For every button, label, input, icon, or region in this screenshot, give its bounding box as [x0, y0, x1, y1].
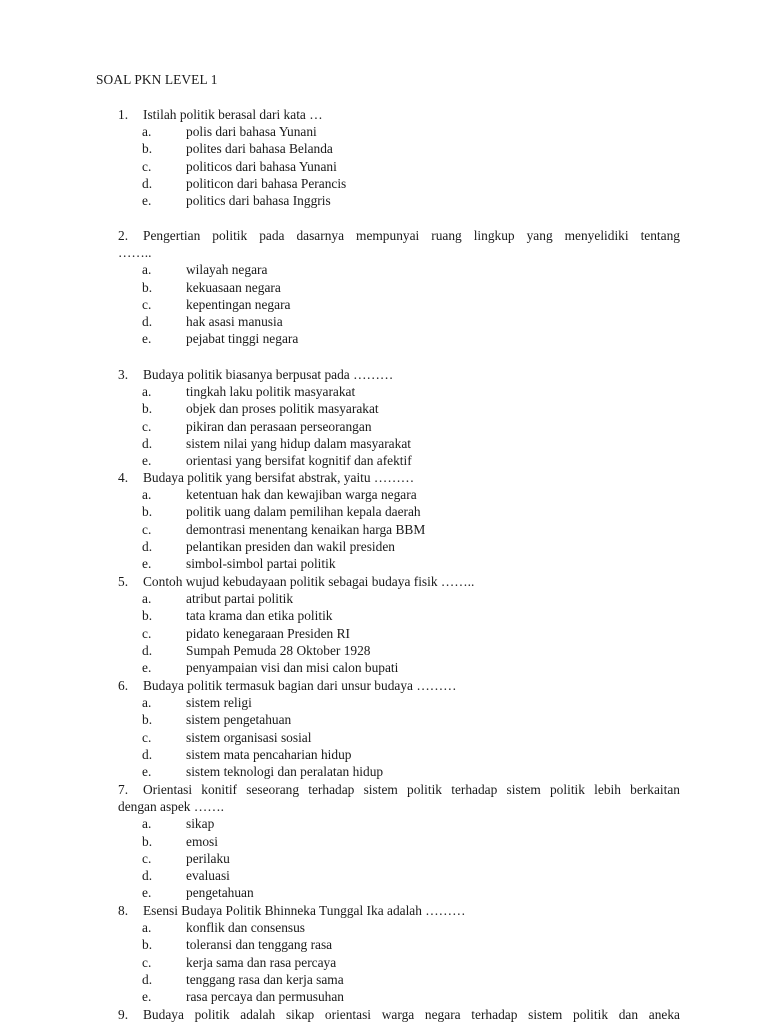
option-e [118, 192, 680, 209]
option-text: sistem religi [186, 695, 252, 711]
option-list [118, 261, 680, 347]
option-text: pejabat tinggi negara [186, 331, 299, 347]
question-text: Budaya politik termasuk bagian dari unsur budaya ……… [143, 678, 457, 693]
option-e [118, 884, 680, 901]
option-b [118, 833, 680, 850]
question-head [118, 227, 680, 244]
option-b [118, 711, 680, 728]
option-list [118, 919, 680, 1005]
option-text: sikap [186, 816, 215, 832]
question-number: 8. [118, 903, 129, 918]
option-e [118, 988, 680, 1005]
option-letter: b. [142, 504, 153, 520]
option-text: simbol-simbol partai politik [186, 556, 336, 572]
option-list [118, 694, 680, 780]
option-letter: e. [142, 660, 152, 676]
option-a [118, 486, 680, 503]
option-text: politik uang dalam pemilihan kepala daerah [186, 504, 421, 520]
option-c [118, 521, 680, 538]
option-letter: a. [142, 124, 152, 140]
option-letter: a. [142, 262, 152, 278]
option-letter: c. [142, 158, 152, 174]
option-letter: c. [142, 418, 152, 434]
option-a [118, 590, 680, 607]
option-letter: b. [142, 401, 153, 417]
question-continuation: …….. [118, 245, 152, 261]
question-number: 3. [118, 367, 129, 382]
option-text: pengetahuan [186, 885, 254, 901]
option-a [118, 815, 680, 832]
question-2 [118, 227, 680, 347]
question-6 [118, 677, 680, 780]
option-a [118, 261, 680, 278]
option-text: sistem nilai yang hidup dalam masyarakat [186, 435, 411, 451]
question-9 [118, 1006, 680, 1023]
question-number: 6. [118, 678, 129, 693]
option-text: polis dari bahasa Yunani [186, 124, 317, 140]
option-text: emosi [186, 833, 218, 849]
option-b [118, 140, 680, 157]
question-text: Istilah politik berasal dari kata … [143, 107, 323, 122]
question-head [118, 106, 680, 123]
question-5 [118, 573, 680, 676]
option-b [118, 607, 680, 624]
option-text: ketentuan hak dan kewajiban warga negara [186, 487, 417, 503]
question-8 [118, 902, 680, 1005]
option-letter: e. [142, 193, 152, 209]
option-letter: e. [142, 453, 152, 469]
option-e [118, 555, 680, 572]
option-c [118, 418, 680, 435]
option-text: objek dan proses politik masyarakat [186, 401, 379, 417]
document-title: SOAL PKN LEVEL 1 [96, 72, 218, 87]
option-text: rasa percaya dan permusuhan [186, 989, 345, 1005]
question-text: Budaya politik yang bersifat abstrak, yaitu ……… [143, 470, 415, 485]
option-text: penyampaian visi dan misi calon bupati [186, 660, 399, 676]
option-d [118, 175, 680, 192]
option-b [118, 279, 680, 296]
option-letter: a. [142, 591, 152, 607]
option-letter: c. [142, 296, 152, 312]
option-text: konflik dan consensus [186, 920, 306, 936]
option-letter: e. [142, 331, 152, 347]
option-letter: a. [142, 384, 152, 400]
question-head [118, 781, 680, 798]
option-letter: d. [142, 642, 153, 658]
option-letter: a. [142, 920, 152, 936]
option-letter: b. [142, 608, 153, 624]
option-c [118, 954, 680, 971]
question-text: Contoh wujud kebudayaan politik sebagai budaya fisik …….. [143, 574, 475, 589]
option-a [118, 919, 680, 936]
question-number: 4. [118, 470, 129, 485]
option-letter: b. [142, 141, 153, 157]
option-text: sistem mata pencaharian hidup [186, 746, 352, 762]
option-d [118, 867, 680, 884]
option-letter: e. [142, 556, 152, 572]
option-list [118, 486, 680, 572]
option-letter: c. [142, 729, 152, 745]
option-text: kerja sama dan rasa percaya [186, 954, 337, 970]
question-head [118, 677, 680, 694]
question-number: 5. [118, 574, 129, 589]
option-b [118, 936, 680, 953]
option-d [118, 538, 680, 555]
option-list [118, 123, 680, 209]
option-list [118, 815, 680, 901]
option-list [118, 383, 680, 469]
option-text: politics dari bahasa Inggris [186, 193, 331, 209]
option-letter: d. [142, 971, 153, 987]
option-letter: c. [142, 954, 152, 970]
option-e [118, 330, 680, 347]
option-letter: e. [142, 989, 152, 1005]
question-7 [118, 781, 680, 901]
option-a [118, 694, 680, 711]
option-a [118, 383, 680, 400]
option-e [118, 452, 680, 469]
question-text: Budaya politik adalah sikap orientasi warga negara terhadap sistem politik dan aneka [143, 1007, 680, 1022]
option-letter: a. [142, 816, 152, 832]
option-letter: a. [142, 695, 152, 711]
option-text: tingkah laku politik masyarakat [186, 384, 356, 400]
option-text: kekuasaan negara [186, 279, 281, 295]
question-head [118, 366, 680, 383]
option-c [118, 158, 680, 175]
option-text: Sumpah Pemuda 28 Oktober 1928 [186, 642, 371, 658]
question-3 [118, 366, 680, 469]
option-c [118, 296, 680, 313]
question-1 [118, 106, 680, 209]
option-text: wilayah negara [186, 262, 268, 278]
option-text: pikiran dan perasaan perseorangan [186, 418, 372, 434]
option-text: evaluasi [186, 868, 230, 884]
option-text: politicon dari bahasa Perancis [186, 175, 347, 191]
question-text: Pengertian politik pada dasarnya mempunyai ruang lingkup yang menyelidiki tentang [143, 228, 680, 243]
option-b [118, 503, 680, 520]
option-a [118, 123, 680, 140]
option-letter: d. [142, 538, 153, 554]
question-4 [118, 469, 680, 572]
option-text: polites dari bahasa Belanda [186, 141, 333, 157]
option-text: atribut partai politik [186, 591, 294, 607]
option-letter: d. [142, 175, 153, 191]
option-letter: d. [142, 746, 153, 762]
option-e [118, 659, 680, 676]
option-text: pelantikan presiden dan wakil presiden [186, 538, 395, 554]
question-text: Orientasi konitif seseorang terhadap sistem politik terhadap sistem politik lebih berkaitan [143, 782, 680, 797]
question-head [118, 902, 680, 919]
option-letter: c. [142, 625, 152, 641]
option-letter: e. [142, 764, 152, 780]
option-text: sistem organisasi sosial [186, 729, 312, 745]
question-number: 1. [118, 107, 129, 122]
option-letter: b. [142, 937, 153, 953]
option-d [118, 313, 680, 330]
option-e [118, 763, 680, 780]
option-letter: c. [142, 850, 152, 866]
option-text: kepentingan negara [186, 296, 291, 312]
option-text: tata krama dan etika politik [186, 608, 333, 624]
question-text: Esensi Budaya Politik Bhinneka Tunggal Ika adalah ……… [143, 903, 466, 918]
option-letter: d. [142, 868, 153, 884]
option-text: sistem pengetahuan [186, 712, 292, 728]
option-letter: e. [142, 885, 152, 901]
option-b [118, 400, 680, 417]
option-letter: c. [142, 521, 152, 537]
option-d [118, 746, 680, 763]
option-c [118, 625, 680, 642]
option-text: sistem teknologi dan peralatan hidup [186, 764, 384, 780]
option-letter: a. [142, 487, 152, 503]
option-c [118, 729, 680, 746]
option-letter: d. [142, 435, 153, 451]
option-text: tenggang rasa dan kerja sama [186, 971, 344, 987]
option-d [118, 642, 680, 659]
option-letter: b. [142, 712, 153, 728]
option-text: politicos dari bahasa Yunani [186, 158, 337, 174]
question-head [118, 573, 680, 590]
option-letter: b. [142, 833, 153, 849]
option-d [118, 971, 680, 988]
question-number: 2. [118, 228, 129, 243]
question-text: Budaya politik biasanya berpusat pada ……… [143, 367, 394, 382]
option-letter: d. [142, 314, 153, 330]
option-text: demontrasi menentang kenaikan harga BBM [186, 521, 426, 537]
option-c [118, 850, 680, 867]
question-number: 9. [118, 1007, 129, 1022]
option-text: pidato kenegaraan Presiden RI [186, 625, 350, 641]
option-d [118, 435, 680, 452]
question-head [118, 1006, 680, 1023]
question-continuation: dengan aspek ……. [118, 799, 224, 815]
option-letter: b. [142, 279, 153, 295]
question-head [118, 469, 680, 486]
option-text: orientasi yang bersifat kognitif dan afektif [186, 453, 412, 469]
question-number: 7. [118, 782, 129, 797]
option-text: toleransi dan tenggang rasa [186, 937, 333, 953]
option-text: perilaku [186, 850, 230, 866]
option-list [118, 590, 680, 676]
option-text: hak asasi manusia [186, 314, 283, 330]
